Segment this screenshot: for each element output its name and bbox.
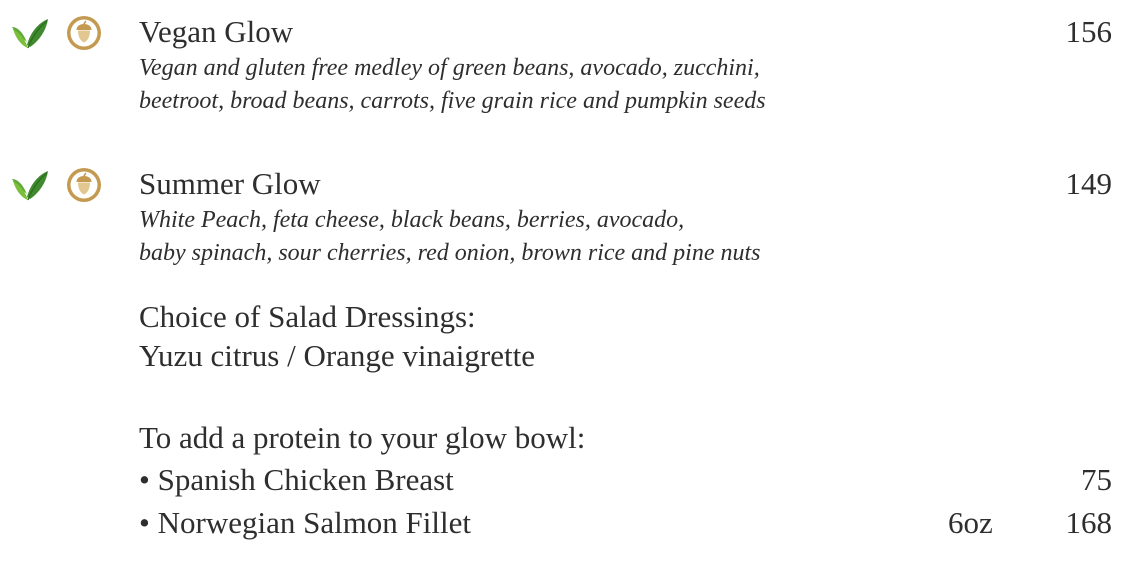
dressing-options: Yuzu citrus / Orange vinaigrette [139, 338, 535, 373]
dietary-icons [8, 15, 120, 55]
item-price: 156 [1065, 14, 1112, 49]
item-price: 149 [1065, 166, 1112, 201]
protein-name: • Norwegian Salmon Fillet [139, 505, 472, 540]
vegan-leaf-icon [8, 15, 50, 53]
vegan-leaf-icon [8, 167, 50, 205]
item-name: Vegan Glow [139, 14, 294, 49]
description-line: beetroot, broad beans, carrots, five grain rice and pumpkin seeds [139, 88, 766, 114]
protein-option [139, 460, 1112, 499]
description-line: baby spinach, sour cherries, red onion, brown rice and pine nuts [139, 240, 761, 266]
protein-price: 168 [1065, 505, 1112, 540]
dressing-heading: Choice of Salad Dressings: [139, 299, 476, 334]
protein-name: • Spanish Chicken Breast [139, 462, 454, 497]
dressing-section [139, 297, 535, 375]
gluten-free-acorn-icon [66, 167, 102, 203]
protein-price: 75 [1081, 462, 1112, 497]
protein-size: 6oz [948, 505, 993, 540]
protein-option [139, 503, 1112, 542]
item-description [139, 52, 766, 118]
gluten-free-acorn-icon [66, 15, 102, 51]
description-line: White Peach, feta cheese, black beans, berries, avocado, [139, 207, 685, 233]
description-line: Vegan and gluten free medley of green beans, avocado, zucchini, [139, 55, 760, 81]
item-description [139, 204, 761, 270]
protein-heading: To add a protein to your glow bowl: [139, 420, 586, 455]
dietary-icons [8, 167, 120, 207]
item-name: Summer Glow [139, 166, 321, 201]
